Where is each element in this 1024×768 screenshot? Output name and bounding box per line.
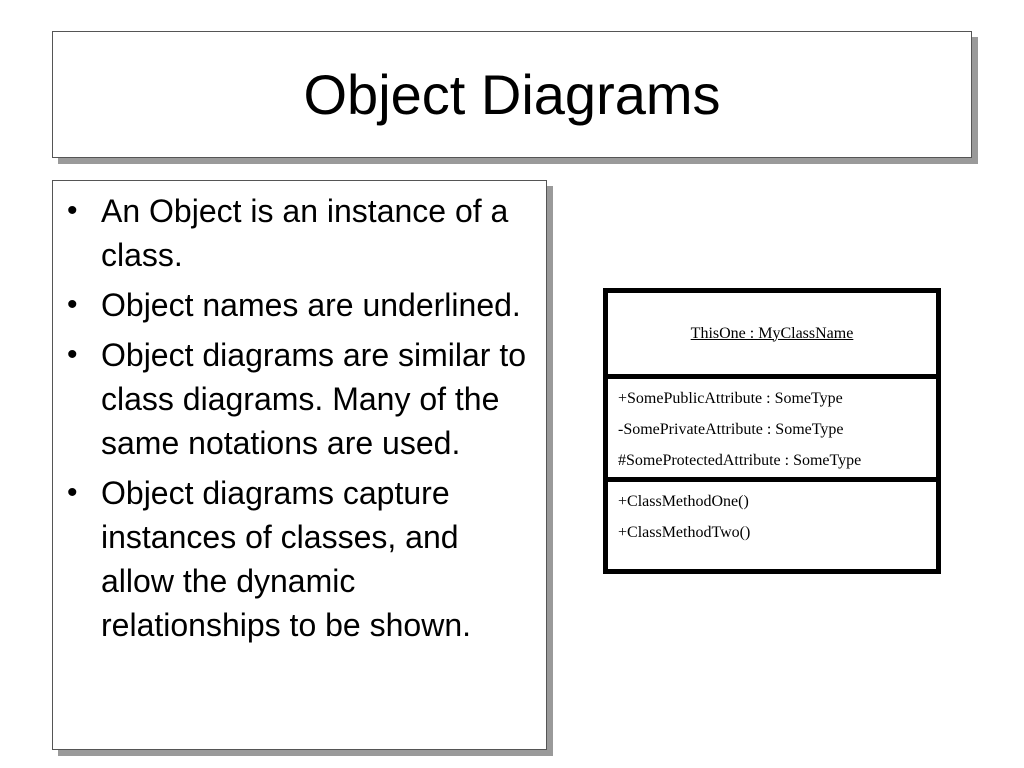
uml-name-section (608, 293, 936, 379)
uml-attributes-section (608, 379, 936, 482)
bullet-list (61, 189, 536, 647)
uml-methods-section (608, 482, 936, 548)
title-box (52, 31, 972, 158)
uml-object-box (603, 288, 941, 574)
bullet-text: Object diagrams are similar to class diagrams. Many of the same notations are used. (101, 337, 527, 461)
bullet-item (61, 471, 536, 647)
bullet-item (61, 283, 536, 327)
uml-method: +ClassMethodOne() (618, 493, 749, 510)
bullet-box (52, 180, 547, 750)
bullet-dot-icon: • (67, 194, 78, 227)
uml-attribute: -SomePrivateAttribute : SomeType (618, 421, 844, 438)
uml-attribute: +SomePublicAttribute : SomeType (618, 390, 843, 407)
bullet-item (61, 189, 536, 277)
uml-attribute: #SomeProtectedAttribute : SomeType (618, 452, 862, 469)
bullet-dot-icon: • (67, 288, 78, 321)
bullet-text: Object names are underlined. (101, 287, 521, 323)
uml-method: +ClassMethodTwo() (618, 524, 751, 541)
bullet-dot-icon: • (67, 476, 78, 509)
bullet-text: Object diagrams capture instances of classes, and allow the dynamic relationships to be shown. (101, 475, 471, 643)
bullet-text: An Object is an instance of a class. (101, 193, 509, 273)
bullet-dot-icon: • (67, 338, 78, 371)
uml-object-name: ThisOne : MyClassName (690, 324, 854, 342)
bullet-item (61, 333, 536, 465)
slide-title: Object Diagrams (303, 62, 721, 126)
